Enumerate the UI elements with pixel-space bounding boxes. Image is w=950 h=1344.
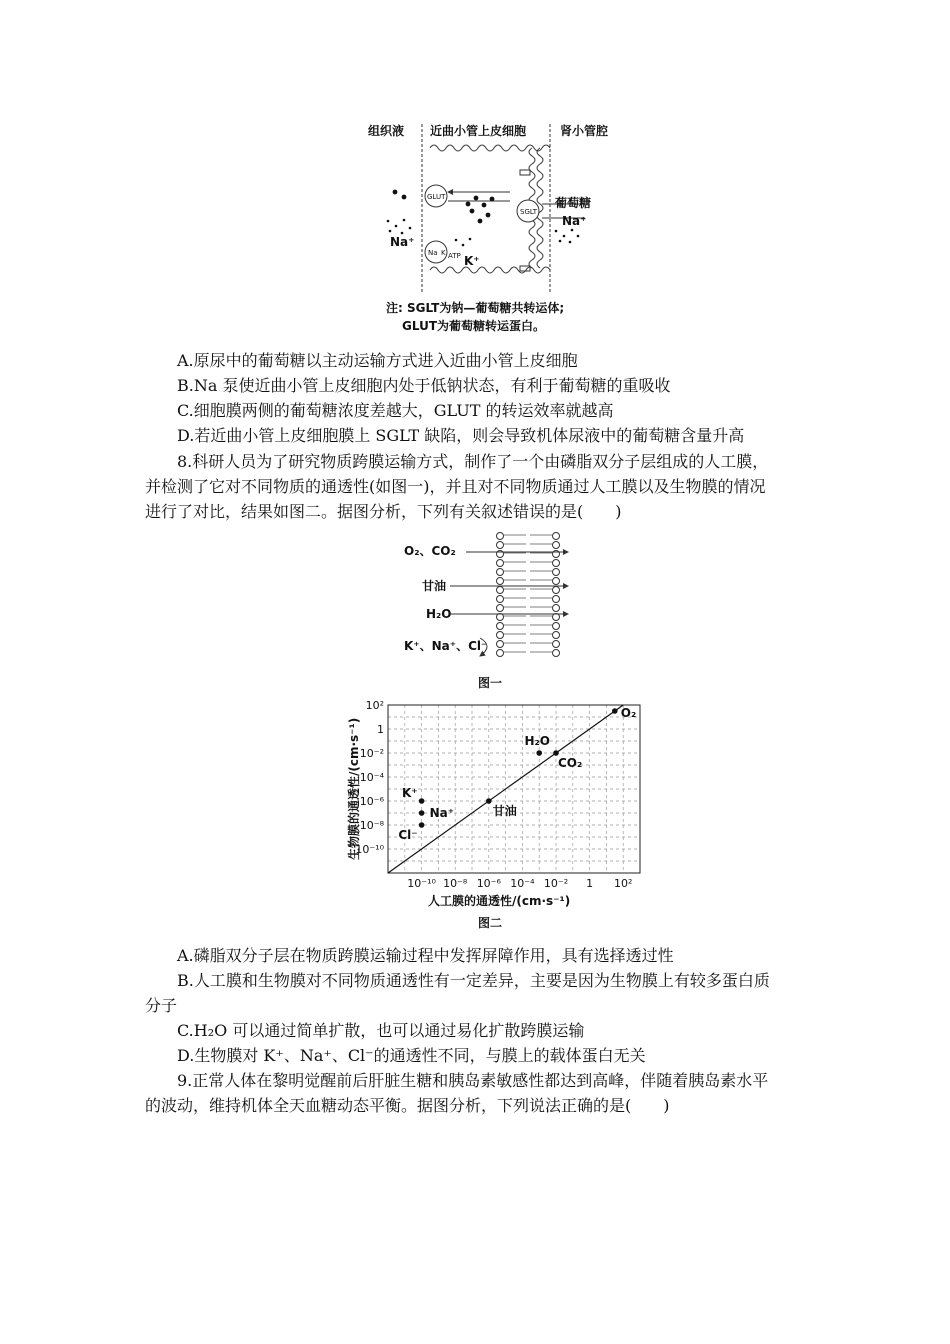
lipid-head: [497, 587, 504, 594]
q8-stem-line3: 进行了对比，结果如图二。据图分析，下列有关叙述错误的是( ): [145, 502, 622, 521]
q8-option-c: C.H₂O 可以通过简单扩散，也可以通过易化扩散跨膜运输: [177, 1021, 585, 1040]
data-point: [486, 798, 492, 804]
data-point: [419, 810, 425, 816]
x-tick-label: 1: [586, 877, 594, 890]
q8-option-b-line1: B.人工膜和生物膜对不同物质通透性有一定差异，主要是因为生物膜上有较多蛋白质: [177, 971, 770, 990]
pump-k-label: K: [441, 249, 446, 257]
data-point-label: O₂: [620, 706, 637, 720]
q9-stem-line1: 9.正常人体在黎明觉醒前后肝脏生糖和胰岛素敏感性都达到高峰，伴随着胰岛素水平: [177, 1071, 769, 1090]
sglt-label: SGLT: [520, 208, 538, 216]
q7-option-d: D.若近曲小管上皮细胞膜上 SGLT 缺陷，则会导致机体尿液中的葡萄糖含量升高: [177, 426, 745, 445]
lipid-head: [497, 614, 504, 621]
q8-option-b-line2: 分子: [145, 996, 178, 1015]
permeability-chart: [340, 695, 650, 915]
lipid-head: [553, 632, 560, 639]
artificial-membrane-figure: [400, 528, 590, 668]
data-point: [536, 750, 542, 756]
lipid-head: [497, 569, 504, 576]
header-tubule-lumen: 肾小管腔: [560, 124, 609, 138]
lipid-head: [497, 596, 504, 603]
data-point-label: 甘油: [492, 804, 517, 818]
y-tick-label: 10⁻²: [359, 747, 384, 760]
data-point: [419, 798, 425, 804]
x-tick-label: 10²: [613, 877, 633, 890]
tubule-transport-diagram: [360, 118, 650, 338]
data-point: [553, 750, 559, 756]
y-tick-label: 10⁻¹⁰: [355, 843, 384, 856]
x-tick-label: 10⁻¹⁰: [407, 877, 436, 890]
x-tick-label: 10⁻⁴: [510, 877, 535, 890]
pump-na-label: Na: [428, 249, 438, 257]
lipid-head: [553, 650, 560, 657]
lipid-head: [497, 533, 504, 540]
lipid-head: [553, 614, 560, 621]
atp-label: ATP: [448, 252, 461, 260]
header-epithelial-cell: 近曲小管上皮细胞: [430, 124, 527, 138]
lipid-head: [553, 605, 560, 612]
chart-points: [398, 706, 636, 842]
phospholipid-bilayer: [497, 533, 560, 657]
lipid-head: [553, 578, 560, 585]
q7-option-b: B.Na 泵使近曲小管上皮细胞内处于低钠状态，有利于葡萄糖的重吸收: [177, 376, 671, 395]
lipid-head: [497, 623, 504, 630]
lipid-head: [553, 560, 560, 567]
lipid-head: [497, 578, 504, 585]
figure-one-caption: 图一: [478, 676, 503, 690]
header-interstitial: 组织液: [368, 124, 405, 138]
data-point-label: Cl⁻: [398, 828, 418, 842]
y-tick-label: 10⁻⁸: [359, 819, 384, 832]
data-point-label: K⁺: [401, 786, 418, 800]
y-tick-label: 10⁻⁴: [359, 771, 384, 784]
figure-two-caption: 图二: [478, 916, 503, 930]
q8-stem-line1: 8.科研人员为了研究物质跨膜运输方式，制作了一个由磷脂双分子层组成的人工膜，: [177, 452, 769, 471]
lipid-head: [497, 641, 504, 648]
sodium-label-lumen: Na⁺: [562, 214, 587, 228]
label-ions: K⁺、Na⁺、Cl⁻: [404, 639, 488, 653]
q7-option-a: A.原尿中的葡萄糖以主动运输方式进入近曲小管上皮细胞: [177, 351, 578, 370]
lipid-head: [553, 533, 560, 540]
data-point-label: Na⁺: [429, 806, 455, 820]
chart-grid: [388, 705, 640, 873]
data-point: [419, 822, 425, 828]
glut-label: GLUT: [427, 193, 446, 201]
lipid-head: [553, 542, 560, 549]
label-o2-co2: O₂、CO₂: [404, 544, 456, 558]
lipid-head: [553, 587, 560, 594]
diagram-note-line2: GLUT为葡萄糖转运蛋白。: [402, 319, 545, 333]
data-point: [612, 708, 618, 714]
lipid-head: [553, 569, 560, 576]
chart-y-axis-label: 生物膜的通透性/(cm·s⁻¹): [347, 717, 361, 860]
data-point-label: H₂O: [524, 734, 550, 748]
data-point-label: CO₂: [558, 756, 583, 770]
q7-option-c: C.细胞膜两侧的葡萄糖浓度差越大，GLUT 的转运效率就越高: [177, 401, 614, 420]
label-water: H₂O: [426, 607, 452, 621]
label-glycerol: 甘油: [422, 579, 447, 593]
lipid-head: [497, 650, 504, 657]
lipid-head: [553, 596, 560, 603]
lipid-head: [497, 542, 504, 549]
lipid-head: [553, 623, 560, 630]
y-tick-label: 1: [377, 723, 384, 736]
lipid-head: [497, 560, 504, 567]
lipid-head: [553, 641, 560, 648]
q9-stem-line2: 的波动，维持机体全天血糖动态平衡。据图分析，下列说法正确的是( ): [145, 1096, 670, 1115]
y-tick-label: 10²: [365, 699, 384, 712]
q8-option-a: A.磷脂双分子层在物质跨膜运输过程中发挥屏障作用，具有选择透过性: [177, 946, 674, 965]
x-tick-label: 10⁻⁶: [476, 877, 501, 890]
sodium-label-interstitial: Na⁺: [390, 235, 415, 249]
lipid-head: [497, 605, 504, 612]
q8-stem-line2: 并检测了它对不同物质的通透性(如图一)，并且对不同物质通过人工膜以及生物膜的情况: [145, 477, 766, 496]
glucose-label: 葡萄糖: [555, 196, 592, 210]
lipid-head: [497, 632, 504, 639]
y-tick-label: 10⁻⁶: [359, 795, 384, 808]
q8-option-d: D.生物膜对 K⁺、Na⁺、Cl⁻的通透性不同，与膜上的载体蛋白无关: [177, 1046, 646, 1065]
x-tick-label: 10⁻²: [543, 877, 569, 890]
diagram-note-line1: 注: SGLT为钠—葡萄糖共转运体;: [386, 301, 565, 315]
x-tick-label: 10⁻⁸: [443, 877, 468, 890]
chart-x-axis-label: 人工膜的通透性/(cm·s⁻¹): [428, 894, 571, 908]
potassium-label: K⁺: [464, 254, 480, 268]
